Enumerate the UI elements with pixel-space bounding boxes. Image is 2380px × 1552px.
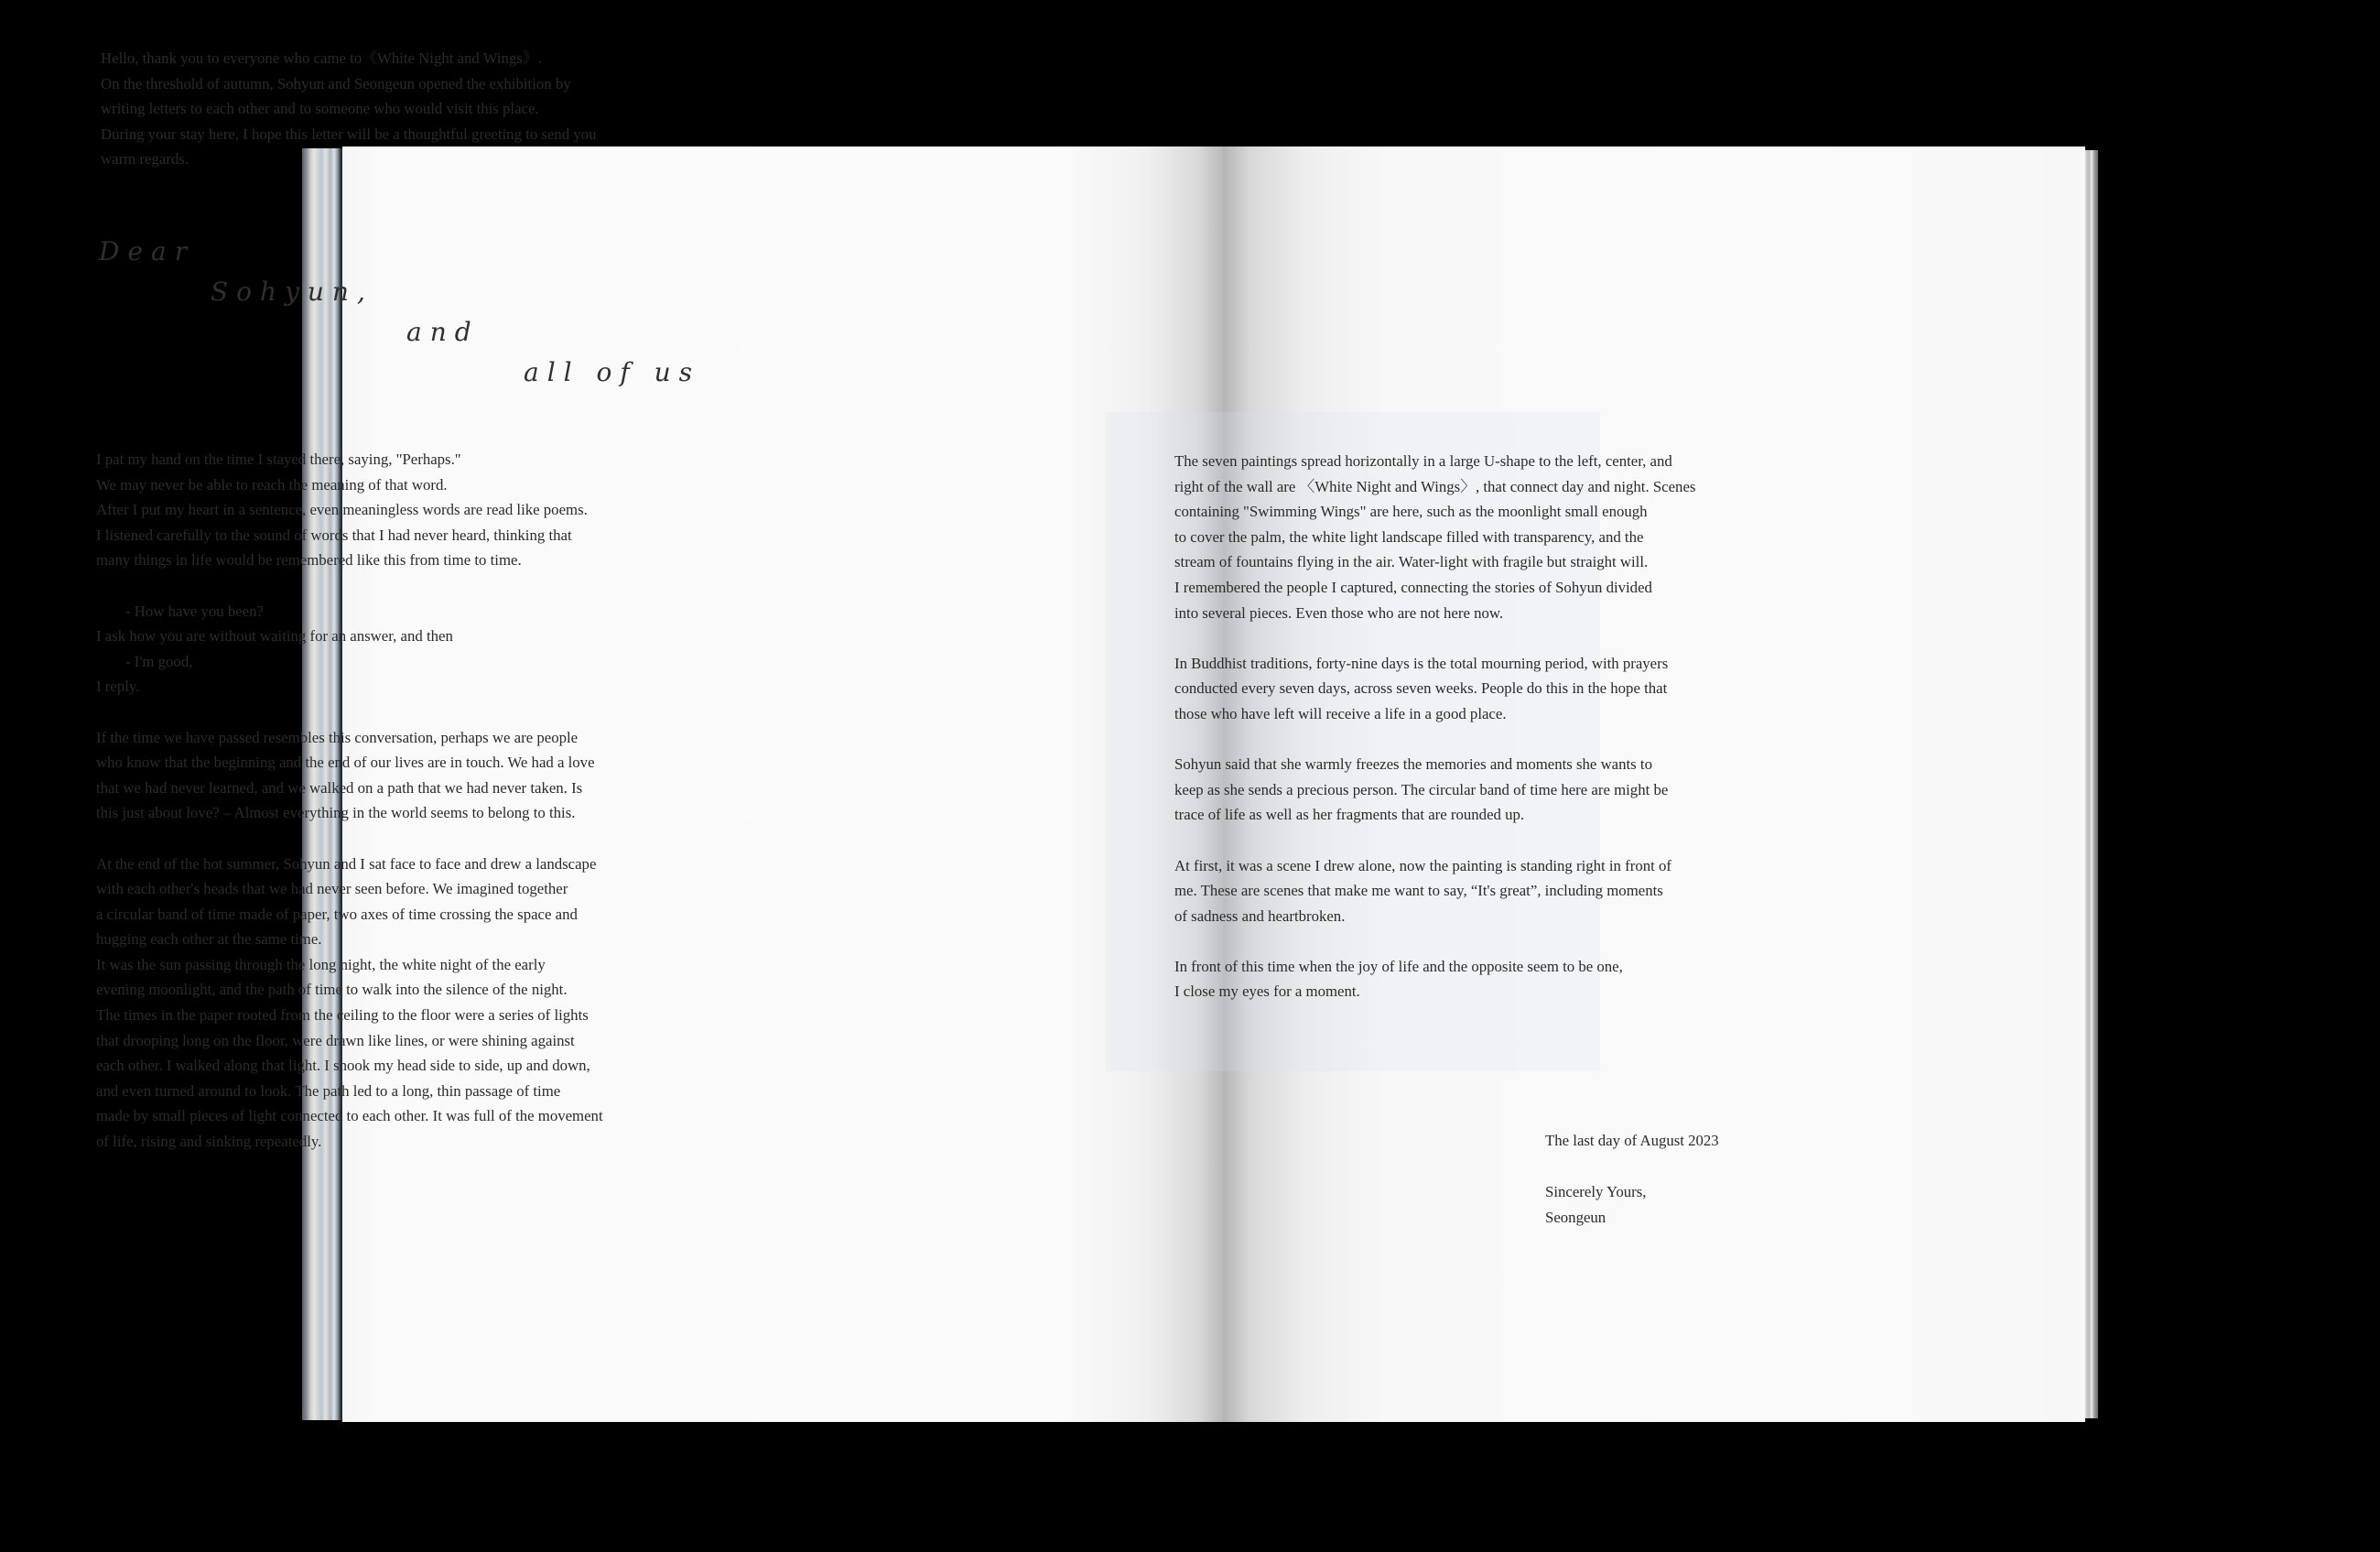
- body-line: made by small pieces of light connected to each other. It was full of the movement: [96, 1107, 603, 1125]
- heading-all-of-us: all of us: [524, 357, 701, 387]
- body-line: of life, rising and sinking repeatedly.: [96, 1133, 322, 1151]
- left-body-text: [96, 447, 603, 1155]
- heading-dear: Dear: [99, 236, 196, 266]
- body-line: stream of fountains flying in the air. Water-light with fragile but straight will.: [1174, 553, 1649, 571]
- body-line: each other. I walked along that light. I shook my head side to side, up and down,: [96, 1057, 590, 1075]
- body-line: that we had never learned, and we walked on a path that we had never taken. Is: [96, 778, 583, 797]
- signature-date: The last day of August 2023: [1545, 1132, 1719, 1149]
- body-line: I ask how you are without waiting for an answer, and then: [96, 627, 453, 646]
- body-line: We may never be able to reach the meaning of that word.: [96, 475, 448, 494]
- body-line: right of the wall are 〈White Night and Wings〉, that connect day and night. Scenes: [1174, 477, 1696, 495]
- body-line: I remembered the people I captured, connecting the stories of Sohyun divided: [1174, 578, 1652, 596]
- body-line: trace of life as well as her fragments that are rounded up.: [1174, 806, 1525, 824]
- body-line: a circular band of time made of paper, two axes of time crossing the space and: [96, 905, 578, 923]
- body-line: those who have left will receive a life in a good place.: [1174, 704, 1507, 722]
- paragraph-gap: [96, 700, 603, 725]
- body-line: At first, it was a scene I drew alone, now the painting is standing right in front of: [1174, 856, 1671, 874]
- paragraph-gap: [1174, 928, 1695, 954]
- body-line: Sohyun said that she warmly freezes the memories and moments she wants to: [1174, 755, 1652, 774]
- body-line: At the end of the hot summer, Sohyun and I sat face to face and drew a landscape: [96, 854, 597, 873]
- body-line: conducted every seven days, across seven weeks. People do this in the hope that: [1174, 679, 1668, 698]
- intro-line: warm regards.: [101, 150, 189, 168]
- heading-and: and: [406, 317, 480, 347]
- body-line: containing "Swimming Wings" are here, such as the moonlight small enough: [1174, 503, 1648, 521]
- body-line: into several pieces. Even those who are not here now.: [1174, 603, 1504, 622]
- body-line: many things in life would be remembered like this from time to time.: [96, 551, 522, 570]
- signature-name: Seongeun: [1545, 1209, 1606, 1226]
- intro-paragraph: [101, 46, 597, 172]
- right-body-text: [1174, 449, 1695, 1004]
- body-line: hugging each other at the same time.: [96, 930, 322, 949]
- body-line: me. These are scenes that make me want to say, “It's great”, including moments: [1174, 882, 1663, 900]
- body-line: and even turned around to look. The path led to a long, thin passage of time: [96, 1081, 561, 1100]
- body-line: In front of this time when the joy of life and the opposite seem to be one,: [1174, 957, 1623, 975]
- heading-sohyun: Sohyun,: [211, 277, 373, 307]
- body-line: After I put my heart in a sentence, even meaningless words are read like poems.: [96, 501, 588, 519]
- body-line: If the time we have passed resembles this conversation, perhaps we are people: [96, 728, 579, 746]
- body-line: It was the sun passing through the long night, the white night of the early: [96, 955, 546, 973]
- body-line: I reply.: [96, 678, 140, 696]
- paragraph-gap: [96, 826, 603, 852]
- paragraph-gap: [96, 573, 603, 599]
- body-line: I close my eyes for a moment.: [1174, 982, 1360, 1001]
- body-line: The seven paintings spread horizontally in a large U-shape to the left, center, and: [1174, 452, 1672, 470]
- body-line: that drooping long on the floor, were drawn like lines, or were shining against: [96, 1031, 575, 1049]
- signature-closing: Sincerely Yours,: [1545, 1183, 1647, 1200]
- body-line: I listened carefully to the sound of words that I had never heard, thinking that: [96, 526, 572, 544]
- body-line: of sadness and heartbroken.: [1174, 906, 1346, 925]
- intro-line: On the threshold of autumn, Sohyun and Seongeun opened the exhibition by: [101, 74, 571, 92]
- paragraph-gap: [1174, 625, 1695, 651]
- body-line: this just about love? – Almost everything in the world seems to belong to this.: [96, 804, 576, 822]
- paragraph-gap: [1174, 727, 1695, 753]
- intro-line: Hello, thank you to everyone who came to《White Night and Wings》.: [101, 49, 542, 67]
- page-edges-right: [2085, 150, 2098, 1418]
- body-line: with each other's heads that we had never seen before. We imagined together: [96, 880, 568, 898]
- body-line: The times in the paper rooted from the ceiling to the floor were a series of lights: [96, 1006, 589, 1025]
- body-line: evening moonlight, and the path of time to walk into the silence of the night.: [96, 981, 568, 999]
- body-line: I pat my hand on the time I stayed there, saying, "Perhaps.": [96, 450, 461, 468]
- body-line: to cover the palm, the white light landscape filled with transparency, and the: [1174, 527, 1644, 546]
- intro-line: writing letters to each other and to someone who would visit this place.: [101, 100, 539, 118]
- body-line: In Buddhist traditions, forty-nine days is the total mourning period, with prayers: [1174, 654, 1669, 672]
- dialogue-line: - I'm good,: [125, 652, 193, 670]
- intro-line: During your stay here, I hope this letter will be a thoughtful greeting to send you: [101, 125, 597, 143]
- paragraph-gap: [1174, 828, 1695, 853]
- body-line: keep as she sends a precious person. The circular band of time here are might be: [1174, 780, 1669, 798]
- dialogue-line: - How have you been?: [125, 602, 264, 620]
- body-line: who know that the beginning and the end of our lives are in touch. We had a love: [96, 754, 595, 772]
